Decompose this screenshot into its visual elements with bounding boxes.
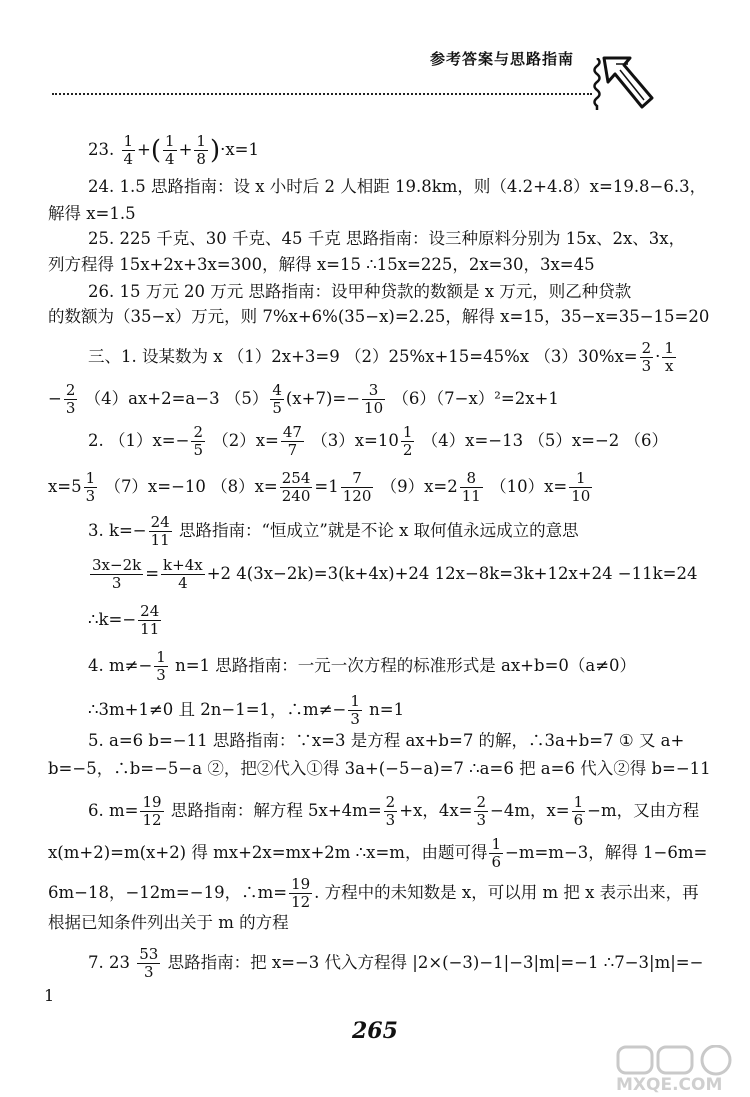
- fraction: $\frac{2}{3}$: [65, 381, 76, 417]
- fraction: $\frac{1}{6}$: [573, 793, 584, 829]
- section3-q7-line1: 7. 23 $\frac{53}{3}$ 思路指南：把 x=−3 代入方程得 |2×(−3)−1|−3|m|=−1 ∴7−3|m|=−: [88, 945, 704, 981]
- section3-q6-line1: 6. m= $\frac{19}{12}$ 思路指南：解方程 5x+4m= $\frac{2}{3}$ +x，4x= $\frac{2}{3}$ −4m，x= $\frac{1}{6}$ −m，又由方程: [88, 793, 700, 829]
- fraction: $\frac{2}{3}$: [476, 793, 487, 829]
- fraction: $\frac{1}{3}$: [156, 648, 166, 684]
- section3-q1-line1: 三、1. 设某数为 x （1）2x+3=9 （2）25%x+15=45%x （3）30%x= $\frac{2}{3}$ · $\frac{1}{x}$: [88, 339, 674, 375]
- fraction: $\frac{2}{3}$: [385, 793, 396, 829]
- section3-q4-line1: 4. m≠− $\frac{1}{3}$ n=1 思路指南：一元一次方程的标准形式是 ax+b=0（a≠0）: [88, 648, 637, 684]
- answer-24-line2: 解得 x=1.5: [48, 204, 136, 223]
- fraction: $\frac{3x-2k}{3}$: [92, 556, 142, 592]
- section3-q1-line2: − $\frac{2}{3}$ （4）ax+2=a−3 （5） $\frac{4}{5}$ (x+7)=− $\frac{3}{10}$ （6）（7−x）²=2x+1: [48, 381, 559, 417]
- fraction: $\frac{19}{12}$: [291, 875, 311, 911]
- header-dotted-rule: [52, 93, 592, 95]
- watermark-logo-icon: [606, 1045, 746, 1093]
- section3-q6-line4: 根据已知条件列出关于 m 的方程: [48, 913, 289, 932]
- fraction: $\frac{19}{12}$: [142, 793, 162, 829]
- section3-q4-line2: ∴3m+1≠0 且 2n−1=1，∴m≠− $\frac{1}{3}$ n=1: [88, 692, 405, 728]
- fraction: $\frac{1}{3}$: [85, 469, 96, 505]
- fraction: $\frac{24}{11}$: [140, 602, 160, 638]
- fraction: $\frac{1}{2}$: [402, 423, 413, 459]
- section3-q3-line3: ∴k=− $\frac{24}{11}$: [88, 602, 160, 638]
- answer-25-line1: 25. 225 千克、30 千克、45 千克 思路指南：设三种原料分别为 15x、2x、3x，: [88, 229, 686, 248]
- fraction: $\frac{47}{7}$: [282, 423, 302, 459]
- fraction: $\frac{24}{11}$: [150, 513, 170, 549]
- fraction: $\frac{8}{11}$: [461, 469, 481, 505]
- fraction: $\frac{4}{5}$: [272, 381, 282, 417]
- section3-q3-line2: $\frac{3x-2k}{3}$ = $\frac{k+4x}{4}$ +2 4(3x−2k)=3(k+4x)+24 12x−8k=3k+12x+24 −11k=24: [92, 556, 698, 592]
- section3-q5-line1: 5. a=6 b=−11 思路指南：∵x=3 是方程 ax+b=7 的解，∴3a+b=7 ① 又 a+: [88, 731, 685, 750]
- answer-23: 23. $\frac{1}{4}$ +( $\frac{1}{4}$ + $\frac{1}{8}$ )·x=1: [88, 132, 259, 168]
- section3-q3-line1: 3. k=− $\frac{24}{11}$ 思路指南：“恒成立”就是不论 x 取何值永远成立的意思: [88, 513, 579, 549]
- section3-q6-line3: 6m−18，−12m=−19，∴m= $\frac{19}{12}$ . 方程中的未知数是 x，可以用 m 把 x 表示出来，再: [48, 875, 699, 911]
- answer-24-line1: 24. 1.5 思路指南：设 x 小时后 2 人相距 19.8km，则（4.2+4.8）x=19.8−6.3，: [88, 177, 707, 196]
- fraction: $\frac{53}{3}$: [139, 945, 159, 981]
- fraction: $\frac{2}{3}$: [641, 339, 652, 375]
- page-number: 265: [352, 1018, 398, 1044]
- watermark-logo: [606, 1045, 746, 1093]
- watermark-text: MXQE.COM: [616, 1075, 723, 1093]
- answer-26-line1: 26. 15 万元 20 万元 思路指南：设甲种贷款的数额是 x 万元，则乙种贷款: [88, 282, 632, 301]
- fraction: $\frac{1}{3}$: [350, 692, 360, 728]
- answer-25-line2: 列方程得 15x+2x+3x=300，解得 x=15 ∴15x=225，2x=30，3x=45: [48, 255, 595, 274]
- arrow-icon: [600, 52, 656, 110]
- fraction: $\frac{1}{8}$: [196, 132, 206, 168]
- fraction: $\frac{7}{120}$: [342, 469, 372, 505]
- section3-q2-line2: x=5 $\frac{1}{3}$ （7）x=−10 （8）x= $\frac{254}{240}$ =1 $\frac{7}{120}$ （9）x=2 $\frac{8}{11}$ （10）x= $\frac{1}{10}$: [48, 469, 591, 505]
- fraction: $\frac{3}{10}$: [364, 381, 384, 417]
- section3-q2-line1: 2. （1）x=− $\frac{2}{5}$ （2）x= $\frac{47}{7}$ （3）x=10 $\frac{1}{2}$ （4）x=−13 （5）x=−2 （6）: [88, 423, 669, 459]
- corner-mark: 1: [44, 986, 55, 1005]
- fraction: $\frac{1}{6}$: [491, 835, 502, 871]
- fraction: $\frac{1}{10}$: [571, 469, 591, 505]
- section3-q6-line2: x(m+2)=m(x+2) 得 mx+2x=mx+2m ∴x=m，由题可得 $\frac{1}{6}$ −m=m−3，解得 1−6m=: [48, 835, 708, 871]
- fraction: $\frac{k+4x}{4}$: [163, 556, 203, 592]
- fraction: $\frac{254}{240}$: [281, 469, 311, 505]
- header-title: 参考答案与思路指南: [430, 50, 575, 68]
- fraction: $\frac{1}{x}$: [664, 339, 674, 375]
- section3-q5-line2: b=−5，∴b=−5−a ②，把②代入①得 3a+(−5−a)=7 ∴a=6 把 a=6 代入②得 b=−11: [48, 759, 711, 778]
- fraction: $\frac{2}{5}$: [193, 423, 203, 459]
- answer-26-line2: 的数额为（35−x）万元，则 7%x+6%(35−x)=2.25，解得 x=15，35−x=35−15=20: [48, 307, 710, 326]
- fraction: $\frac{1}{4}$: [123, 132, 134, 168]
- fraction: $\frac{1}{4}$: [165, 132, 175, 168]
